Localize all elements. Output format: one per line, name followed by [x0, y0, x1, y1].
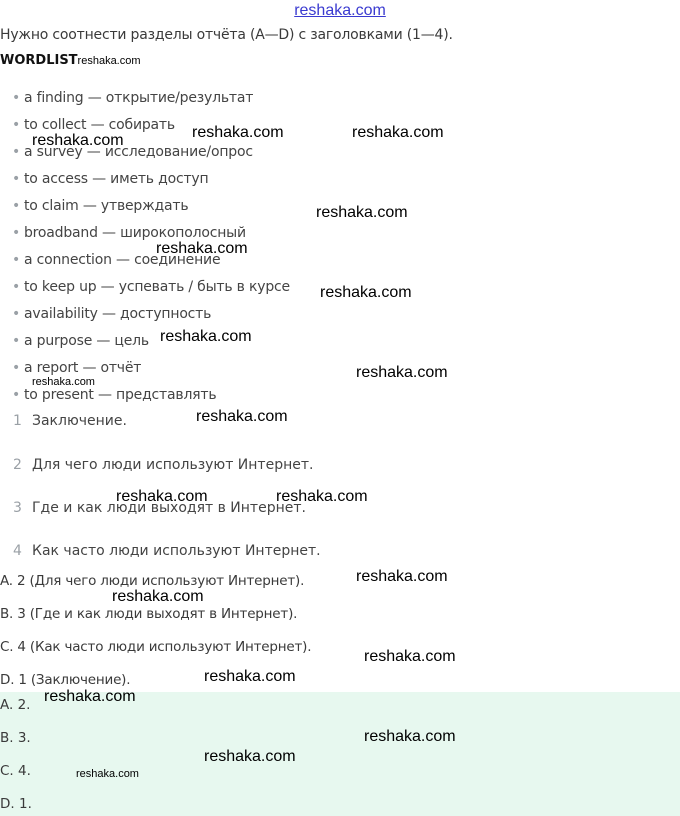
watermark: reshaka.com [116, 488, 208, 505]
heading-item: 1 Заключение. [13, 413, 127, 429]
answer-item: A. 2 (Для чего люди используют Интернет). [0, 573, 305, 589]
wordlist-item: • to keep up — успевать / быть в курсе [12, 279, 290, 295]
watermark: reshaka.com [316, 204, 408, 221]
watermark: reshaka.com [160, 328, 252, 345]
task-text: Нужно соотнести разделы отчёта (A—D) с заголовками (1—4). [0, 27, 453, 43]
short-answer: B. 3. [0, 730, 31, 746]
bullet-icon: • [12, 252, 21, 268]
heading-item: 4 Как часто люди используют Интернет. [13, 543, 321, 559]
wordlist-item: • to present — представлять [12, 387, 217, 403]
watermark: reshaka.com [204, 668, 296, 685]
watermark: reshaka.com [204, 748, 296, 765]
bullet-icon: • [12, 144, 21, 160]
short-answer: A. 2. [0, 697, 31, 713]
bullet-icon: • [12, 225, 21, 241]
wordlist-item: • a report — отчёт [12, 360, 142, 376]
heading-item: 3 Где и как люди выходят в Интернет. [13, 500, 306, 516]
watermark: reshaka.com [364, 728, 456, 745]
wordlist-item: • to claim — утверждать [12, 198, 189, 214]
bullet-icon: • [12, 306, 21, 322]
site-link[interactable]: reshaka.com [294, 2, 386, 19]
short-answer-box [0, 692, 680, 816]
bullet-icon: • [12, 360, 21, 376]
watermark: reshaka.com [192, 124, 284, 141]
watermark: reshaka.com [76, 768, 139, 780]
bullet-icon: • [12, 117, 21, 133]
wordlist-item: • a purpose — цель [12, 333, 149, 349]
watermark: reshaka.com [352, 124, 444, 141]
short-answer: C. 4. [0, 763, 31, 779]
watermark: reshaka.com [364, 648, 456, 665]
bullet-icon: • [12, 333, 21, 349]
heading-item: 2 Для чего люди используют Интернет. [13, 457, 314, 473]
watermark: reshaka.com [276, 488, 368, 505]
answer-item: B. 3 (Где и как люди выходят в Интернет). [0, 606, 298, 622]
bullet-icon: • [12, 279, 21, 295]
watermark: reshaka.com [112, 588, 204, 605]
watermark: reshaka.com [32, 376, 95, 388]
watermark: reshaka.com [196, 408, 288, 425]
watermark: reshaka.com [320, 284, 412, 301]
watermark: reshaka.com [356, 568, 448, 585]
wordlist-item: • to collect — собирать [12, 117, 175, 133]
wordlist-item: • to access — иметь доступ [12, 171, 209, 187]
wordlist-item: • a connection — соединение [12, 252, 221, 268]
wordlist-item: • availability — доступность [12, 306, 212, 322]
watermark: reshaka.com [32, 132, 124, 149]
wordlist-title: WORDLIST [0, 53, 78, 68]
bullet-icon: • [12, 387, 21, 403]
short-answer: D. 1. [0, 796, 32, 812]
bullet-icon: • [12, 90, 21, 106]
watermark: reshaka.com [44, 688, 136, 705]
watermark: reshaka.com [156, 240, 248, 257]
bullet-icon: • [12, 198, 21, 214]
watermark: reshaka.com [356, 364, 448, 381]
answer-item: D. 1 (Заключение). [0, 672, 131, 688]
answer-item: C. 4 (Как часто люди используют Интернет). [0, 639, 312, 655]
bullet-icon: • [12, 171, 21, 187]
watermark: reshaka.com [77, 55, 141, 67]
wordlist-item: • broadband — широкополосный [12, 225, 246, 241]
wordlist-item: • a survey — исследование/опрос [12, 144, 253, 160]
wordlist-heading [0, 53, 141, 68]
wordlist-item: • a finding — открытие/результат [12, 90, 254, 106]
